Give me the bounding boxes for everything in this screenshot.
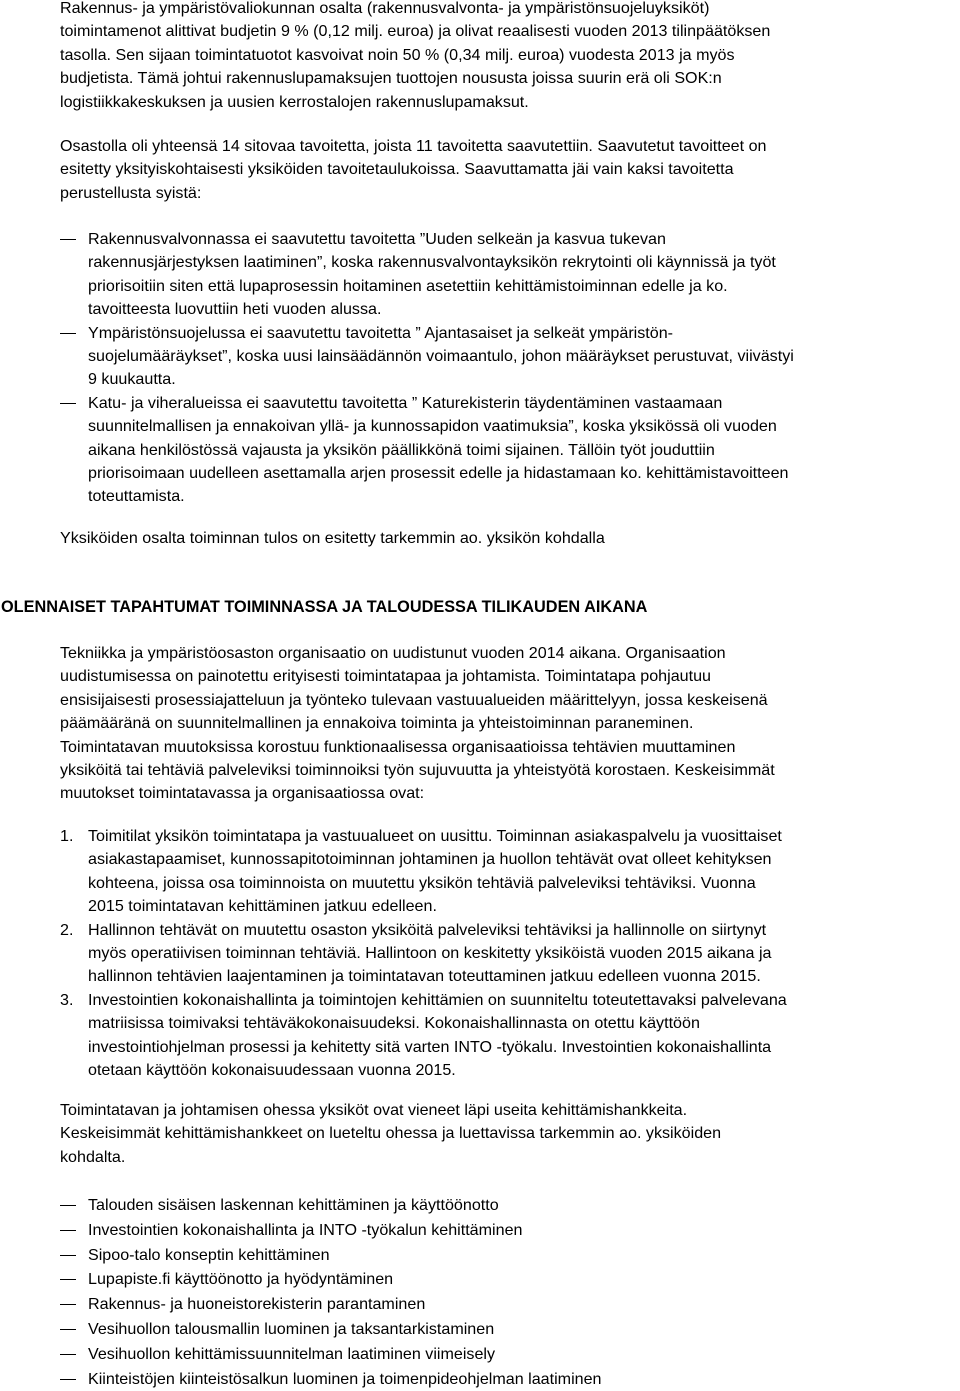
text-line: asiakastapaamiset, kunnossapitotoiminnan johtaminen ja huollon tehtävät ovat olleet kehityksen — [88, 850, 772, 869]
dash-bullet-icon — [60, 1205, 76, 1206]
text-line: ensisijaisesti prosessiajatteluun ja työnteko tulevaan vastuualueiden määrittelyyn, jossa keskeisenä — [60, 690, 768, 709]
section-heading: OLENNAISET TAPAHTUMAT TOIMINNASSA JA TALOUDESSA TILIKAUDEN AIKANA — [1, 598, 648, 616]
unmet-goals-list — [60, 228, 960, 509]
goals-paragraph — [60, 135, 960, 205]
dash-bullet-icon — [60, 1230, 76, 1231]
text-line: Toimitilat yksikön toimintatapa ja vastuualueet on uusittu. Toiminnan asiakaspalvelu ja vuosittaiset — [88, 827, 782, 845]
item-number: 3. — [60, 990, 74, 1009]
dash-bullet-icon — [60, 1379, 76, 1380]
text-line: kohdalta. — [60, 1147, 126, 1166]
list-item-text: Vesihuollon talousmallin luominen ja taksantarkistaminen — [88, 1319, 495, 1338]
text-line: Toimintatavan muutoksissa korostuu funktionaalisessa organisaatioissa tehtävien muuttaminen — [60, 737, 736, 756]
text-line: rakennusjärjestyksen laatiminen”, koska rakennusvalvontayksikön rekrytointi oli käynnissä ja työt — [88, 253, 776, 272]
text-line: Rakennusvalvonnassa ei saavutettu tavoitetta ”Uuden selkeän ja kasvua tukevan — [88, 230, 666, 248]
text-line: 9 kuukautta. — [88, 370, 176, 389]
list-item — [60, 1317, 602, 1342]
dash-bullet-icon — [60, 239, 76, 240]
list-item — [60, 919, 960, 989]
text-line: yksiköitä tai tehtäviä palveleviksi toiminnoiksi työn sujuvuutta ja yhteistyötä korostaen. Keskeisimmät — [60, 761, 775, 780]
text-line: suunnitelmallisen ja ennakoivan yllä- ja kunnossapidon vaatimuksia”, koska yksikössä oli vuoden — [88, 417, 777, 436]
dash-bullet-icon — [60, 1329, 76, 1330]
dash-bullet-icon — [60, 333, 76, 334]
dash-bullet-icon — [60, 403, 76, 404]
list-item-text: Vesihuollon kehittämissuunnitelman laatiminen viimeisely — [88, 1344, 496, 1363]
list-item — [60, 1267, 602, 1292]
text-line: toteuttamista. — [88, 487, 185, 506]
text-line: Tekniikka ja ympäristöosaston organisaatio on uudistunut vuoden 2014 aikana. Organisaation — [60, 644, 726, 662]
text-line: budjetista. Tämä johtui rakennuslupamaksujen tuottojen noususta joissa suurin erä oli SOK:n — [60, 69, 722, 88]
text-line: Ympäristönsuojelussa ei saavutettu tavoitetta ” Ajantasaiset ja selkeät ympäristön- — [88, 323, 674, 342]
list-item-text: Investointien kokonaishallinta ja INTO -työkalun kehittäminen — [88, 1220, 523, 1239]
text-line: Osastolla oli yhteensä 14 sitovaa tavoitetta, joista 11 tavoitetta saavutettiin. Saavutetut tavoitteet on — [60, 137, 767, 155]
text-line: Rakennus- ja ympäristövaliokunnan osalta (rakennusvalvonta- ja ympäristönsuojeluyksiköt) — [60, 0, 710, 17]
text-line: Katu- ja viheralueissa ei saavutettu tavoitetta ” Katurekisterin täydentäminen vastaamaan — [88, 393, 723, 412]
text-line: suojelumääräykset”, koska uusi lainsäädännön voimaantulo, johon määräykset perustuvat, viivästyi — [88, 347, 794, 366]
text-line: päämääränä on suunnitelmallinen ja ennakoiva toiminta ja yhteistoiminnan paraneminen. — [60, 714, 694, 733]
projects-list — [60, 1193, 602, 1391]
dash-bullet-icon — [60, 1304, 76, 1305]
list-item-text: Sipoo-talo konseptin kehittäminen — [88, 1245, 330, 1264]
text-line: matriisissa toimivaksi tehtäväkokonaisuudeksi. Kokonaishallinnasta on otettu käyttöön — [88, 1014, 700, 1033]
list-item — [60, 1342, 602, 1367]
dash-bullet-icon — [60, 1279, 76, 1280]
text-line: investointiohjelman prosessi ja kehitetty sitä varten INTO -työkalu. Investointien kokonaishallinta — [88, 1037, 772, 1056]
text-line: Hallinnon tehtävät on muutettu osaston yksiköitä palveleviksi tehtäviksi ja hallinnolle on siirtynyt — [88, 920, 767, 939]
intro-paragraph — [60, 0, 960, 114]
dash-bullet-icon — [60, 1255, 76, 1256]
organisation-paragraph — [60, 642, 960, 806]
text-line: tavoitteesta luovuttiin heti vuoden alussa. — [88, 300, 382, 319]
text-line: perustellusta syistä: — [60, 183, 202, 202]
list-item-text: Kiinteistöjen kiinteistösalkun luominen ja toimenpideohjelman laatiminen — [88, 1369, 602, 1388]
changes-list — [60, 825, 960, 1082]
list-item — [60, 1292, 602, 1317]
text-line: 2015 toimintatavan kehittäminen jatkuu edelleen. — [88, 897, 437, 916]
list-item — [60, 392, 960, 509]
text-line: Keskeisimmät kehittämishankkeet on lueteltu ohessa ja luettavissa tarkemmin ao. yksiköiden — [60, 1124, 722, 1143]
list-item — [60, 228, 960, 322]
text-line: kohteena, joissa osa toiminnoista on muutettu yksikön tehtäviä palveleviksi tehtäviksi. Vuonna — [88, 873, 756, 892]
text-line: myös operatiivisen toiminnan tehtäviä. Hallintoon on keskitetty yksiköistä vuoden 2015 aikana ja — [88, 944, 772, 963]
text-line: hallinnon tehtävien laajentaminen ja toimintatavan toteuttaminen jatkuu edelleen vuonna 2015. — [88, 967, 761, 986]
list-item — [60, 825, 960, 919]
text-line: muutokset toimintatavassa ja organisaatiossa ovat: — [60, 784, 425, 803]
projects-intro — [60, 1099, 960, 1169]
list-item — [60, 1243, 602, 1268]
list-item — [60, 1193, 602, 1218]
item-number: 1. — [60, 827, 74, 845]
item-number: 2. — [60, 920, 74, 939]
list-item — [60, 1218, 602, 1243]
list-item-text: Rakennus- ja huoneistorekisterin parantaminen — [88, 1295, 426, 1314]
text-line: toimintamenot alittivat budjetin 9 % (0,12 milj. euroa) ja olivat reaalisesti vuoden 2013 tilinpäätöksen — [60, 22, 771, 41]
list-item — [60, 989, 960, 1083]
list-item — [60, 1367, 602, 1391]
units-note — [60, 527, 960, 550]
text-line: priorisoitiin siten että lupaprosessin hoitaminen asetettiin kehittämistoiminnan edelle ja ko. — [88, 276, 728, 295]
list-item-text: Talouden sisäisen laskennan kehittäminen ja käyttöönotto — [88, 1196, 499, 1214]
text-line: aikana henkilöstössä vajausta ja yksikön päällikkönä toimi sijainen. Tällöin työt jouduttiin — [88, 440, 715, 459]
text-line: Investointien kokonaishallinta ja toimintojen kehittämien on suunniteltu toteutettavaksi palvelevana — [88, 990, 787, 1009]
list-item-text: Lupapiste.fi käyttöönotto ja hyödyntäminen — [88, 1270, 394, 1289]
text-line: esitetty yksityiskohtaisesti yksiköiden tavoitetaulukoissa. Saavuttamatta jäi vain kaksi tavoitetta — [60, 160, 734, 179]
text-line: logistiikkakeskuksen ja uusien kerrostalojen rakennuslupamaksut. — [60, 92, 529, 111]
dash-bullet-icon — [60, 1354, 76, 1355]
list-item — [60, 322, 960, 392]
text-line: Yksiköiden osalta toiminnan tulos on esitetty tarkemmin ao. yksikön kohdalla — [60, 529, 605, 547]
text-line: uudistumisessa on painotettu erityisesti toimintatapaa ja johtamista. Toimintatapa pohjautuu — [60, 667, 711, 686]
text-line: Toimintatavan ja johtamisen ohessa yksiköt ovat vieneet läpi useita kehittämishankkeita. — [60, 1101, 688, 1119]
text-line: otetaan käyttöön kokonaisuudessaan vuonna 2015. — [88, 1061, 456, 1080]
text-line: priorisoimaan uudelleen asettamalla arjen prosessit edelle ja hidastamaan ko. kehittämistavoitteen — [88, 464, 789, 483]
text-line: tasolla. Sen sijaan toimintatuotot kasvoivat noin 50 % (0,34 milj. euroa) vuodesta 2013 ja myös — [60, 45, 735, 64]
